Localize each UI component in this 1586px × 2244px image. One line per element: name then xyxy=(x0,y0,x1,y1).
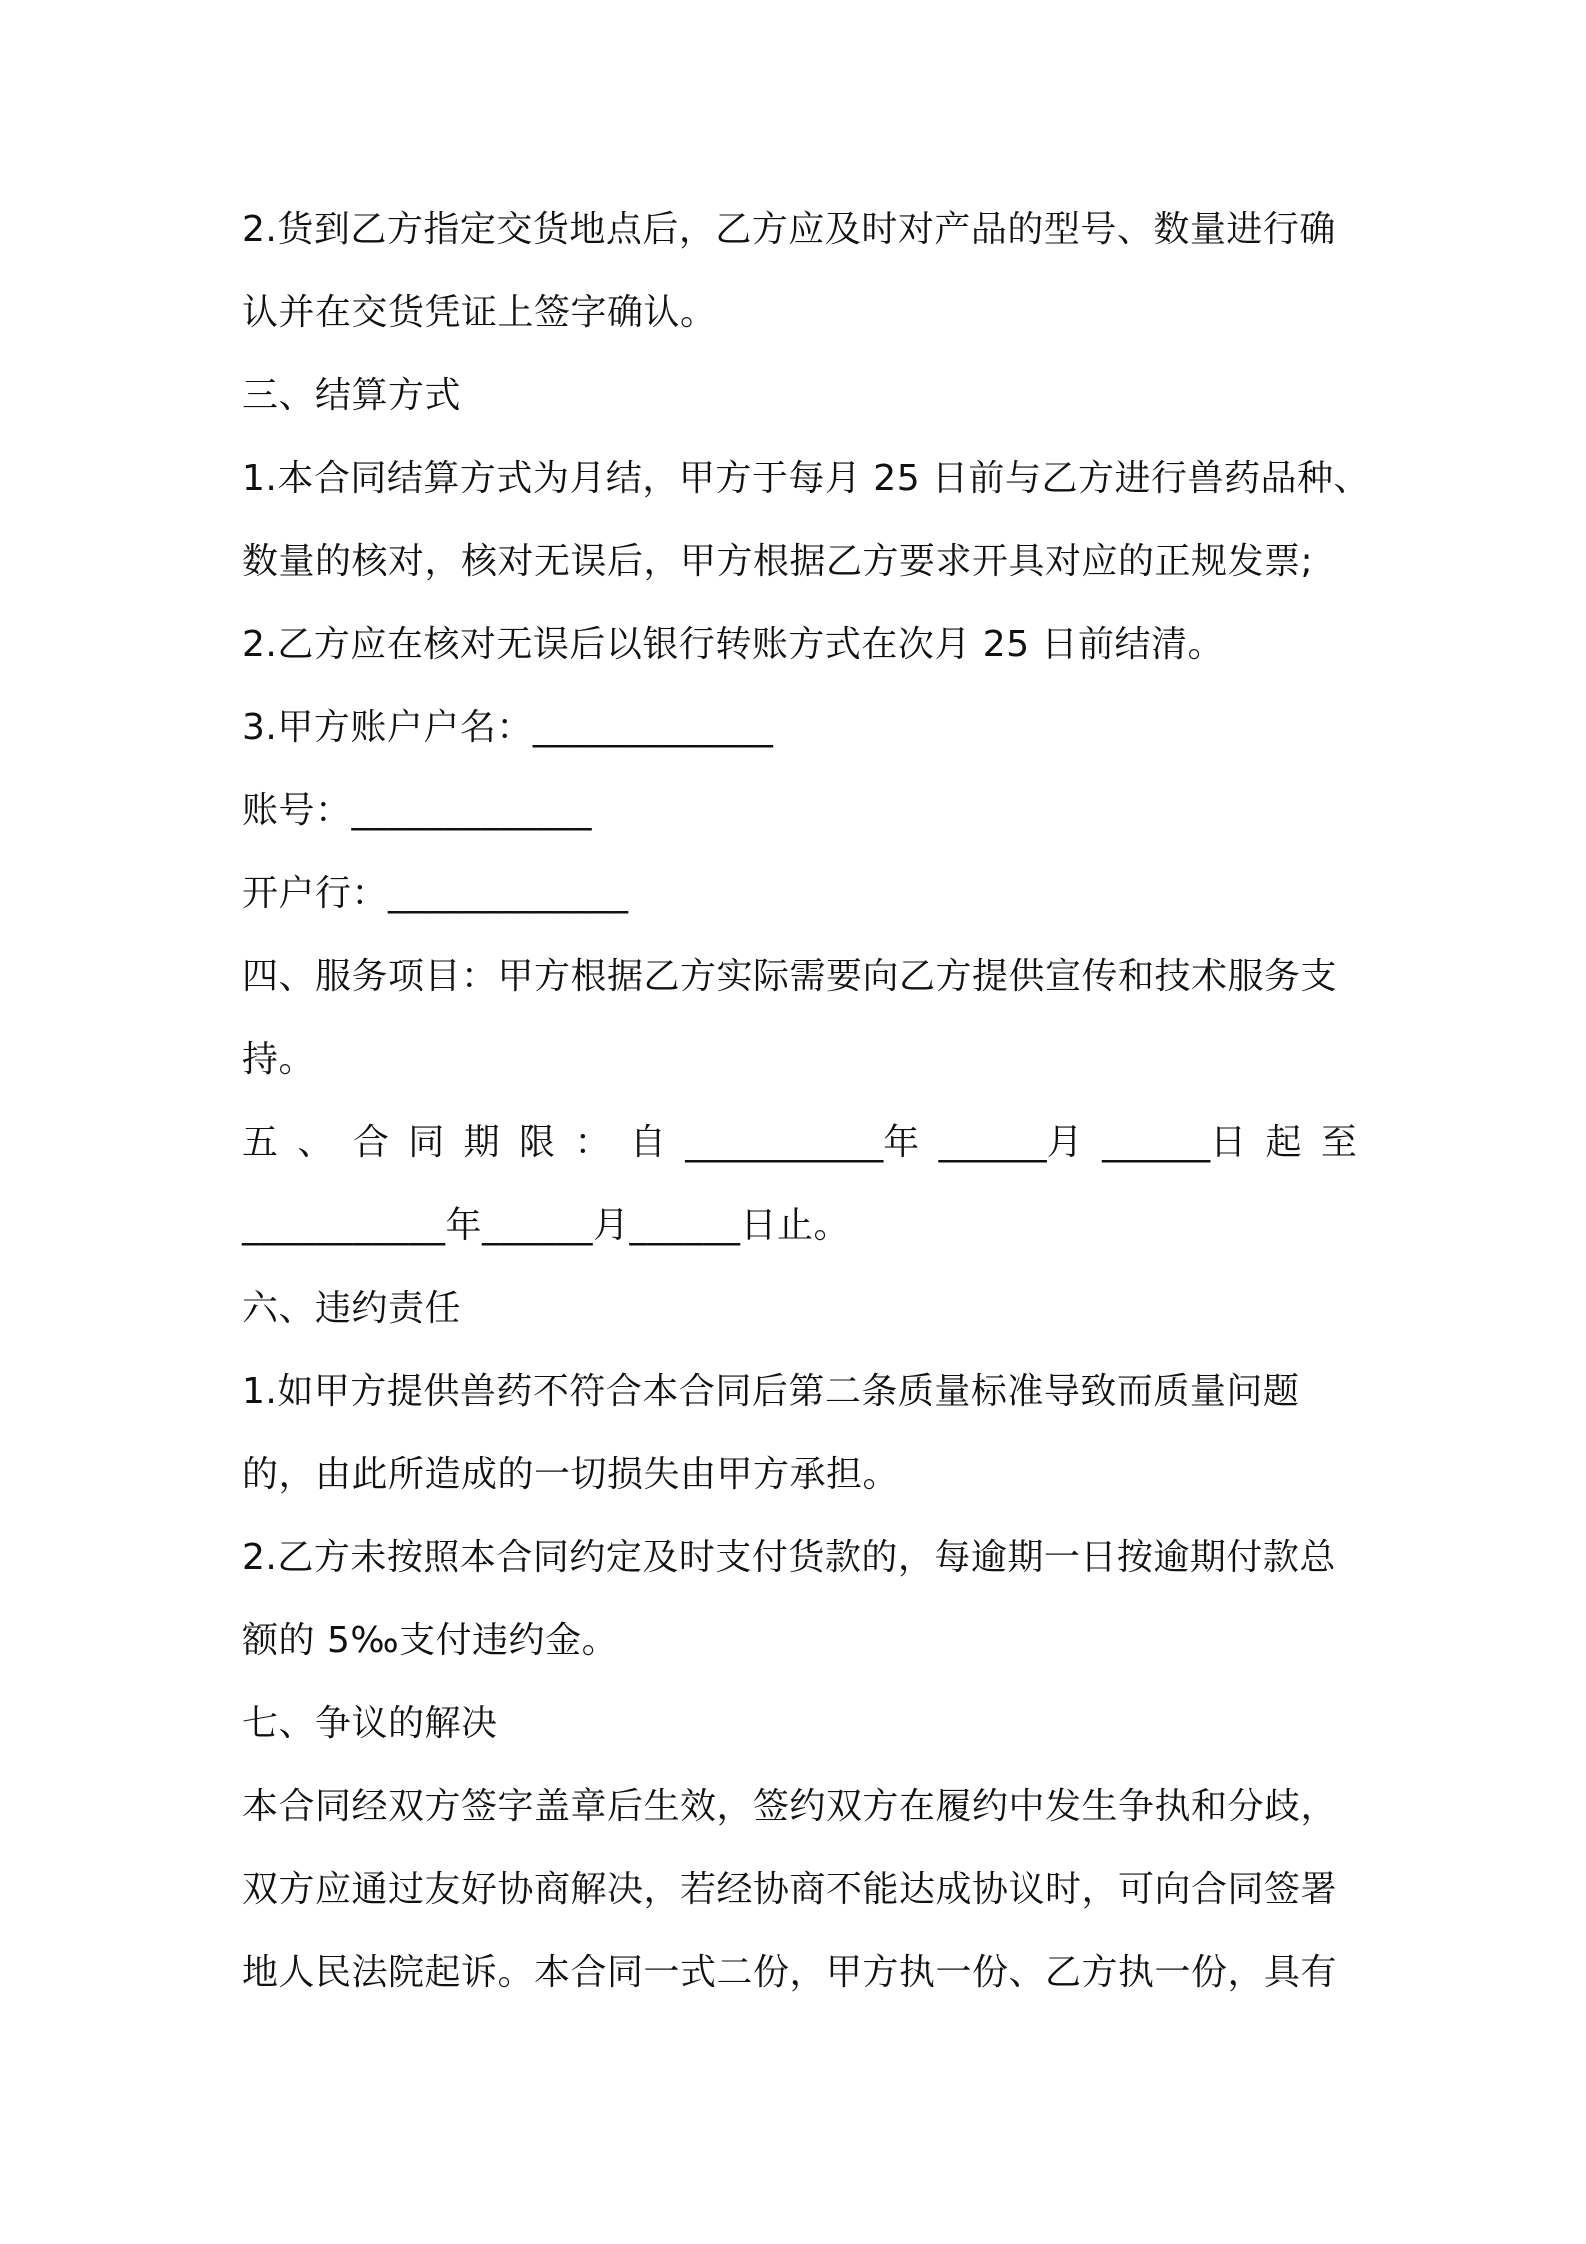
justified-token: 五 xyxy=(242,1122,279,1163)
contract-term-line xyxy=(242,1113,1357,1173)
justified-token: 至 xyxy=(1320,1122,1357,1163)
justified-token: ______月 xyxy=(938,1122,1083,1163)
section-heading: 六、违约责任 xyxy=(242,1288,462,1329)
justified-token: 期 xyxy=(463,1122,500,1163)
paragraph-line: 认并在交货凭证上签字确认。 xyxy=(242,292,717,333)
section-heading: 七、争议的解决 xyxy=(242,1703,498,1744)
paragraph-line: 数量的核对，核对无误后，甲方根据乙方要求开具对应的正规发票; xyxy=(242,541,1314,582)
section-heading: 三、结算方式 xyxy=(242,375,462,416)
paragraph-line: 双方应通过友好协商解决，若经协商不能达成协议时，可向合同签署 xyxy=(242,1869,1338,1910)
paragraph-line: 1.如甲方提供兽药不符合本合同后第二条质量标准导致而质量问题 xyxy=(242,1371,1300,1412)
paragraph-line: 额的 5‰支付违约金。 xyxy=(242,1620,619,1661)
paragraph-line: 1.本合同结算方式为月结，甲方于每月 25 日前与乙方进行兽药品种、 xyxy=(242,458,1371,499)
justified-token: 起 xyxy=(1265,1122,1302,1163)
account-name-line: 3.甲方账户户名：_____________ xyxy=(242,707,774,748)
justified-token: 同 xyxy=(408,1122,445,1163)
justified-token: ： xyxy=(574,1122,611,1163)
bank-line: 开户行：_____________ xyxy=(242,873,629,914)
justified-token: 限 xyxy=(519,1122,556,1163)
paragraph-line: 的，由此所造成的一切损失由甲方承担。 xyxy=(242,1454,900,1495)
section-heading: 四、服务项目：甲方根据乙方实际需要向乙方提供宣传和技术服务支 xyxy=(242,956,1338,997)
justified-token: 、 xyxy=(297,1122,334,1163)
paragraph-line: 2.乙方应在核对无误后以银行转账方式在次月 25 日前结清。 xyxy=(242,624,1225,665)
paragraph-line: 2.货到乙方指定交货地点后，乙方应及时对产品的型号、数量进行确 xyxy=(242,209,1336,250)
account-number-line: 账号：_____________ xyxy=(242,790,593,831)
paragraph-line: 持。 xyxy=(242,1039,316,1080)
justified-token: ___________年 xyxy=(685,1122,920,1163)
contract-term-line: ___________年______月______日止。 xyxy=(242,1205,851,1246)
paragraph-line: 地人民法院起诉。本合同一式二份，甲方执一份、乙方执一份，具有 xyxy=(242,1952,1338,1993)
paragraph-line: 2.乙方未按照本合同约定及时支付货款的，每逾期一日按逾期付款总 xyxy=(242,1537,1336,1578)
justified-token: ______日 xyxy=(1102,1122,1247,1163)
paragraph-line: 本合同经双方签字盖章后生效，签约双方在履约中发生争执和分歧， xyxy=(242,1786,1338,1827)
justified-token: 自 xyxy=(629,1122,666,1163)
justified-token: 合 xyxy=(352,1122,389,1163)
